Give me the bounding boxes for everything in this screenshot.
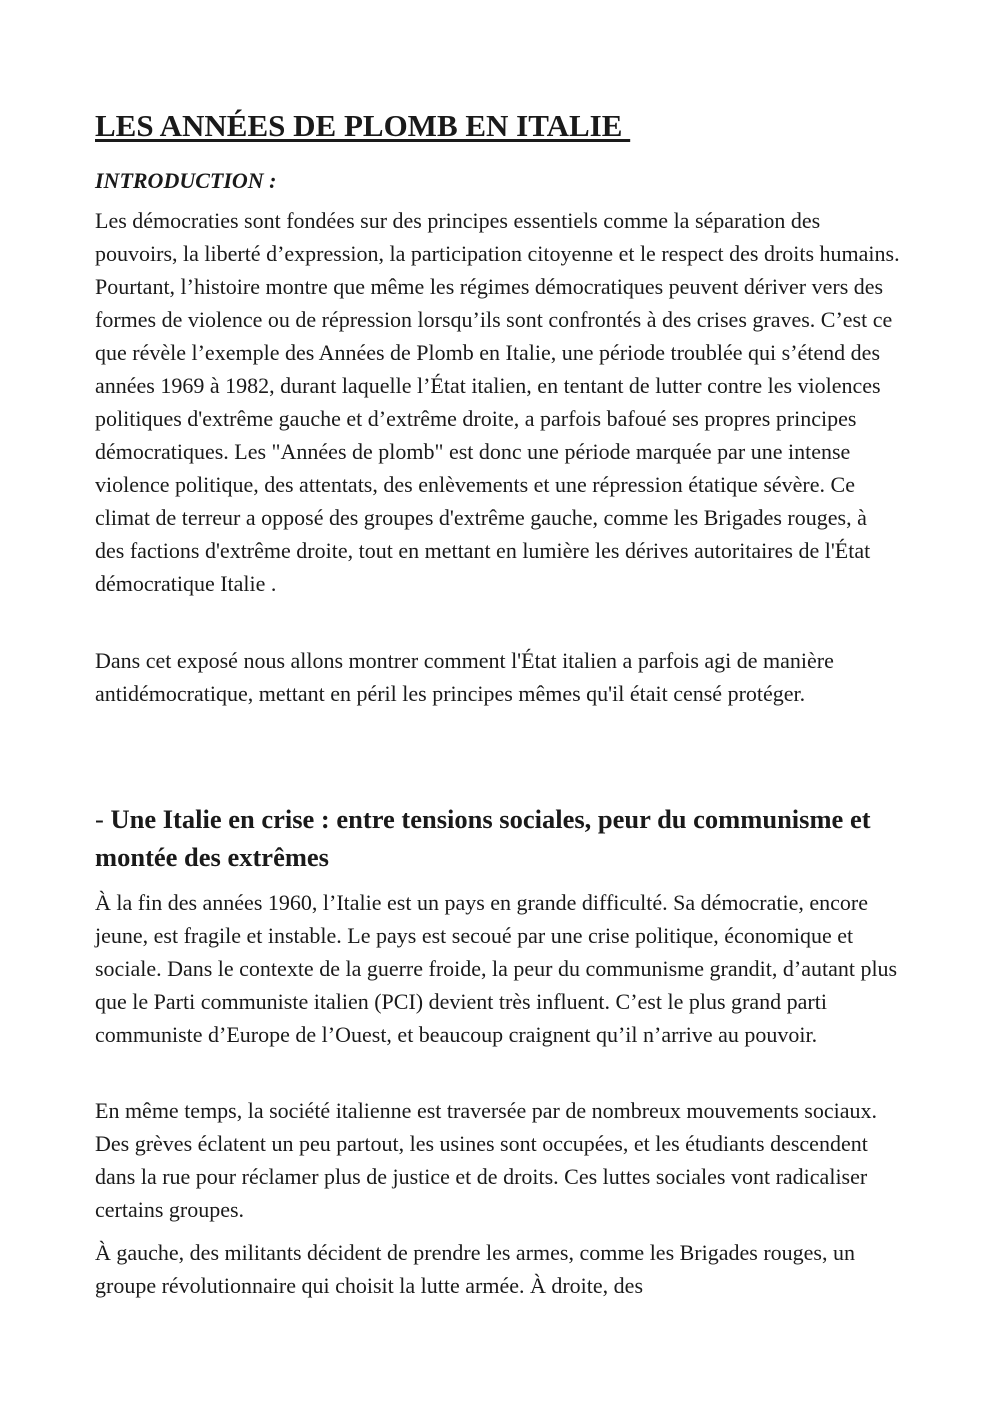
intro-paragraph-2: Dans cet exposé nous allons montrer comment l'État italien a parfois agi de manière antidémocratique, mettant en péril les principes mêmes qu'il était censé protéger.	[95, 648, 834, 706]
section-paragraph-3: À gauche, des militants décident de prendre les armes, comme les Brigades rouges, un groupe révolutionnaire qui choisit la lutte armée. À droite, des	[95, 1240, 855, 1298]
section-heading	[95, 800, 900, 876]
section-paragraph-2: En même temps, la société italienne est traversée par de nombreux mouvements sociaux. Des grèves éclatent un peu partout, les usines sont occupées, et les étudiants descendent dans la rue pour réclamer plus de justice et de droits. Ces luttes sociales vont radicaliser certains groupes.	[95, 1098, 877, 1222]
intro-paragraph-1: Les démocraties sont fondées sur des principes essentiels comme la séparation des pouvoirs, la liberté d’expression, la participation citoyenne et le respect des droits humains. Pourtant, l’histoire montre que même les régimes démocratiques peuvent dériver vers des formes de violence ou de répression lorsqu’ils sont confrontés à des crises graves. C’est ce que révèle l’exemple des Années de Plomb en Italie, une période troublée qui s’étend des années 1969 à 1982, durant laquelle l’État italien, en tentant de lutter contre les violences politiques d'extrême gauche et d’extrême droite, a parfois bafoué ses propres principes démocratiques. Les "Années de plomb" est donc une période marquée par une intense violence politique, des attentats, des enlèvements et une répression étatique sévère. Ce climat de terreur a opposé des groupes d'extrême gauche, comme les Brigades rouges, à des factions d'extrême droite, tout en mettant en lumière les dérives autoritaires de l'État démocratique Italie .	[95, 208, 900, 596]
introduction-label: INTRODUCTION :	[95, 168, 277, 193]
section-paragraph-1: À la fin des années 1960, l’Italie est un pays en grande difficulté. Sa démocratie, encore jeune, est fragile et instable. Le pays est secoué par une crise politique, économique et sociale. Dans le contexte de la guerre froide, la peur du communisme grandit, d’autant plus que le Parti communiste italien (PCI) devient très influent. C’est le plus grand parti communiste d’Europe de l’Ouest, et beaucoup craignent qu’il n’arrive au pouvoir.	[95, 890, 898, 1047]
section-heading-dash: -	[95, 804, 111, 834]
section-heading-text: Une Italie en crise : entre tensions sociales, peur du communisme et montée des extrêmes	[95, 804, 871, 872]
document-title: LES ANNÉES DE PLOMB EN ITALIE	[95, 108, 631, 143]
